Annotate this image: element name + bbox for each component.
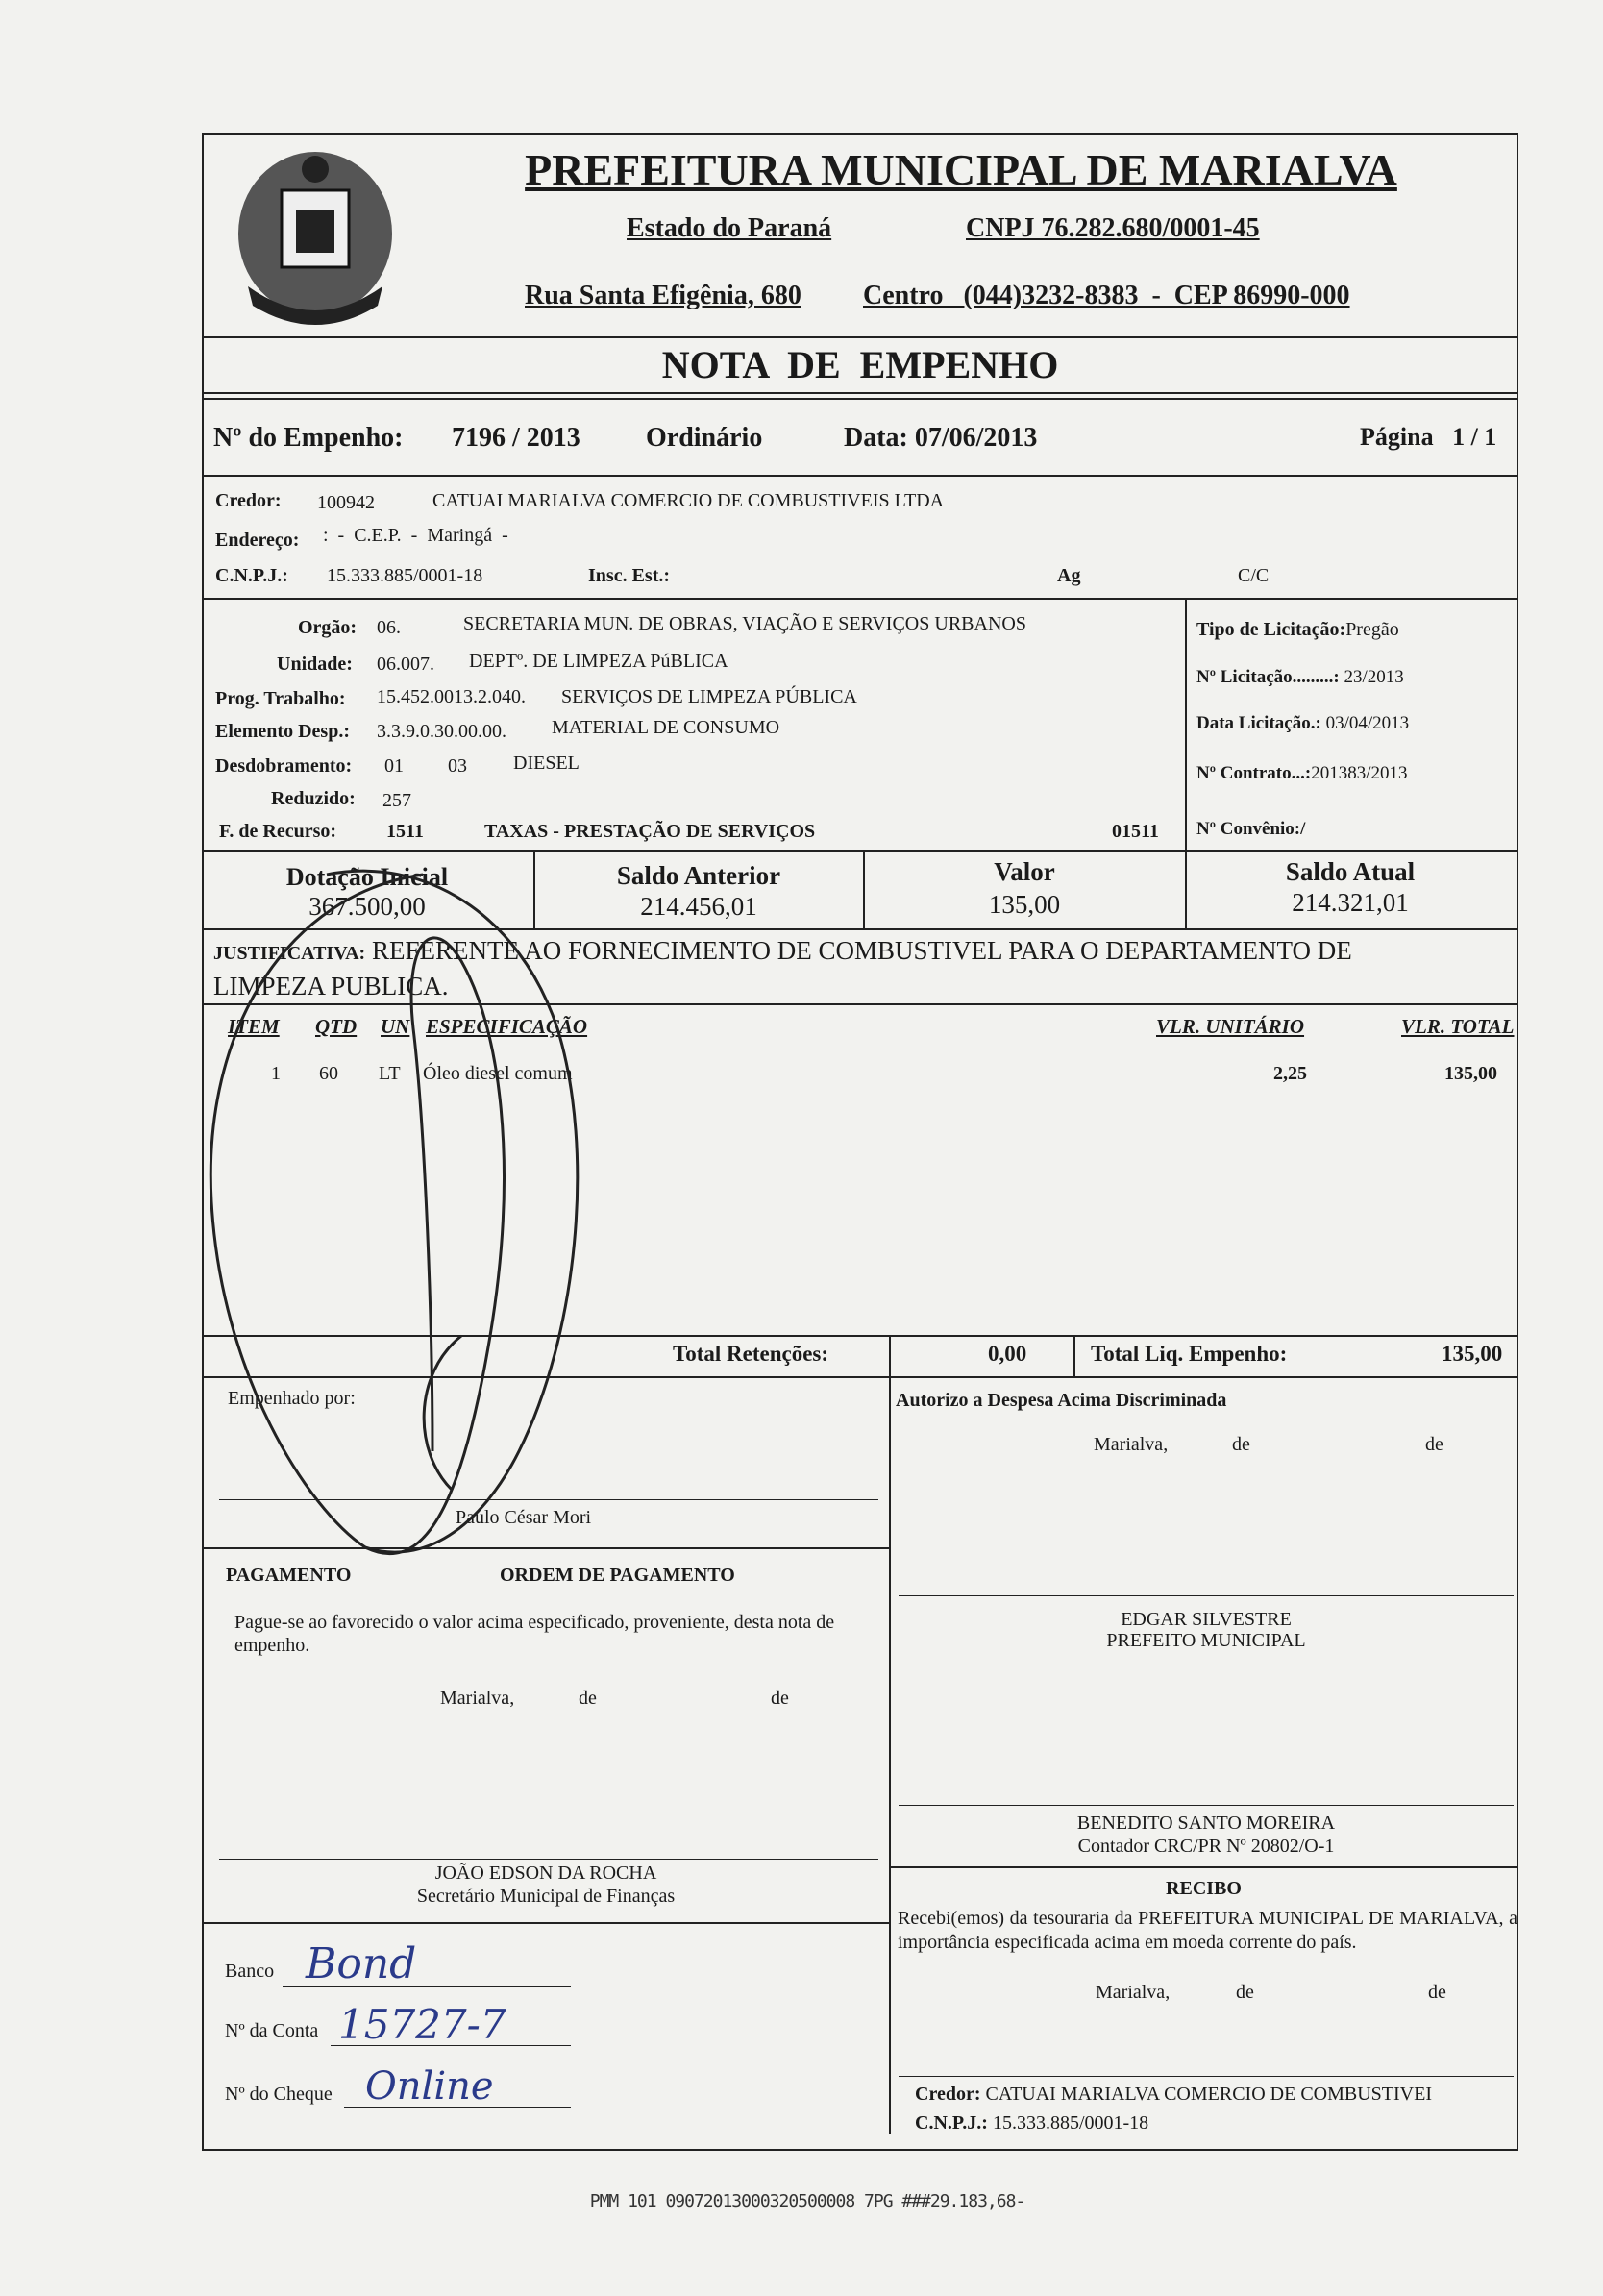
- valor-label: Valor: [994, 857, 1055, 886]
- banco-label: Banco: [225, 1961, 275, 1982]
- autorizo-de1: de: [1232, 1434, 1250, 1455]
- ag-label: Ag: [1057, 565, 1081, 586]
- empenho-number-label: Nº do Empenho:: [213, 423, 404, 453]
- recibo-de2: de: [1428, 1982, 1446, 2003]
- signature-line: [219, 1859, 878, 1860]
- recibo-credor: [915, 2084, 1516, 2106]
- justificativa-line1: REFERENTE AO FORNECIMENTO DE COMBUSTIVEL PARA O DEPARTAMENTO DE: [371, 936, 1352, 965]
- dotacao-label: Dotação Inicial: [285, 863, 449, 891]
- empenhado-name: Paulo César Mori: [456, 1507, 592, 1528]
- desdobramento-a: 01: [384, 755, 404, 777]
- recibo-title: RECIBO: [1166, 1878, 1242, 1899]
- row-un: LT: [379, 1063, 401, 1084]
- prefeito-role: PREFEITO MUNICIPAL: [1106, 1630, 1306, 1651]
- empenho-type: Ordinário: [646, 423, 763, 453]
- divider: [1185, 598, 1187, 851]
- financas-signer-role: Secretário Municipal de Finanças: [416, 1886, 676, 1907]
- recibo-cnpj-label: C.N.P.J.:: [915, 2112, 988, 2134]
- divider: [889, 1376, 891, 2134]
- prog-trabalho-code: 15.452.0013.2.040.: [377, 686, 526, 707]
- address-rest: Centro (044)3232-8383 - CEP 86990-000: [863, 281, 1350, 310]
- row-vlr-unit: 2,25: [1273, 1063, 1307, 1084]
- justificativa-label: JUSTIFICATIVA:: [213, 943, 366, 964]
- endereco-value: : - C.E.P. - Maringá -: [323, 525, 508, 546]
- recurso-code: 1511: [386, 821, 424, 842]
- elemento-label: Elemento Desp.:: [215, 721, 350, 742]
- insc-est-label: Insc. Est.:: [588, 565, 671, 586]
- contador-role: Contador CRC/PR Nº 20802/O-1: [1077, 1836, 1335, 1857]
- total-liquido-label: Total Liq. Empenho:: [1091, 1342, 1288, 1366]
- recibo-credor-label: Credor:: [915, 2084, 981, 2105]
- col-item-header: ITEM: [228, 1015, 280, 1038]
- conta-handwriting: 15727-7: [338, 2001, 506, 2048]
- elemento-code: 3.3.9.0.30.00.00.: [377, 721, 506, 742]
- justificativa-line2: LIMPEZA PUBLICA.: [213, 972, 449, 1000]
- licitacao-number-label: Nº Licitação.........:: [1196, 667, 1340, 687]
- total-retencoes-value: 0,00: [988, 1342, 1027, 1366]
- row-vlr-total: 135,00: [1444, 1063, 1497, 1084]
- desdobramento-b: 03: [448, 755, 467, 777]
- autorizo-label: Autorizo a Despesa Acima Discriminada: [896, 1390, 1227, 1411]
- orgao-code: 06.: [377, 617, 401, 638]
- unidade-label: Unidade:: [277, 654, 353, 675]
- licitacao-date-value: 03/04/2013: [1325, 713, 1410, 733]
- contrato-value: 201383/2013: [1311, 763, 1408, 783]
- recibo-text: Recebi(emos) da tesouraria da PREFEITURA MUNICIPAL DE MARIALVA, a importância especificada acima em moeda corrente do país.: [898, 1908, 1517, 1953]
- empenho-number-value: 7196 / 2013: [452, 423, 580, 453]
- banco-handwriting: Bond: [306, 1939, 417, 1988]
- contrato-number: [1196, 763, 1407, 784]
- ordem-pagamento-label: ORDEM DE PAGAMENTO: [500, 1565, 735, 1586]
- recibo-place: Marialva,: [1096, 1982, 1171, 2003]
- divider: [202, 598, 1518, 600]
- licitacao-number: [1196, 667, 1404, 688]
- recurso-code2: 01511: [1112, 821, 1159, 842]
- recibo-cnpj: [915, 2112, 1148, 2135]
- credor-code: 100942: [317, 492, 375, 513]
- col-vlr-unit-header: VLR. UNITÁRIO: [1156, 1015, 1305, 1038]
- tipo-licitacao-label: [1196, 619, 1399, 641]
- recibo-de1: de: [1236, 1982, 1254, 2003]
- divider: [202, 1922, 889, 1924]
- recibo-cnpj-value: 15.333.885/0001-18: [992, 2112, 1149, 2134]
- handwritten-signature: [173, 836, 673, 1567]
- autorizo-de2: de: [1425, 1434, 1443, 1455]
- saldo-atual-label: Saldo Atual: [1285, 857, 1416, 886]
- divider: [889, 1866, 1518, 1868]
- prog-trabalho-name: SERVIÇOS DE LIMPEZA PÚBLICA: [561, 686, 857, 707]
- desdobramento-name: DIESEL: [513, 753, 580, 774]
- divider: [202, 475, 1518, 477]
- col-spec-header: ESPECIFICAÇÃO: [426, 1015, 588, 1038]
- tipo-licitacao-value: Pregão: [1345, 619, 1399, 640]
- municipal-crest-logo: [229, 142, 402, 334]
- contador-signature-line: [899, 1805, 1514, 1806]
- prefeitura-title: PREFEITURA MUNICIPAL DE MARIALVA: [525, 145, 1397, 194]
- divider: [202, 398, 1518, 400]
- financas-signer-name: JOÃO EDSON DA ROCHA: [434, 1863, 657, 1884]
- saldo-anterior-value: 214.456,01: [640, 892, 757, 921]
- recurso-name: TAXAS - PRESTAÇÃO DE SERVIÇOS: [484, 821, 816, 842]
- col-un-header: UN: [381, 1015, 410, 1038]
- convenio-label: Nº Convênio:/: [1196, 819, 1306, 839]
- pagamento-text: Pague-se ao favorecido o valor acima especificado, proveniente, desta nota de empenho.: [234, 1612, 835, 1656]
- conta-label: Nº da Conta: [225, 2020, 319, 2041]
- cheque-label: Nº do Cheque: [225, 2084, 333, 2105]
- document-title: NOTA DE EMPENHO: [661, 343, 1059, 386]
- reduzido-value: 257: [382, 790, 411, 811]
- licitacao-date-label: Data Licitação.:: [1196, 713, 1321, 733]
- prefeito-signature-line: [899, 1595, 1514, 1596]
- page-number: Página 1 / 1: [1360, 423, 1497, 451]
- prog-trabalho-label: Prog. Trabalho:: [215, 688, 346, 709]
- saldo-atual-value: 214.321,01: [1292, 888, 1409, 917]
- desdobramento-label: Desdobramento:: [215, 755, 353, 777]
- empenho-date: Data: 07/06/2013: [844, 423, 1038, 453]
- recurso-label: F. de Recurso:: [219, 821, 337, 842]
- divider: [202, 336, 1518, 338]
- orgao-label: Orgão:: [298, 617, 358, 638]
- pagamento-label: PAGAMENTO: [226, 1565, 352, 1586]
- state-name: Estado do Paraná: [627, 213, 832, 243]
- divider: [202, 392, 1518, 394]
- dotacao-value: 367.500,00: [308, 892, 426, 921]
- col-vlr-total-header: VLR. TOTAL: [1401, 1015, 1515, 1038]
- unidade-name: DEPTº. DE LIMPEZA PúBLICA: [469, 651, 728, 672]
- contador-name: BENEDITO SANTO MOREIRA: [1076, 1813, 1336, 1834]
- footer-code: PMM 101 09072013000320500008 7PG ###29.183,68-: [589, 2191, 1025, 2211]
- recibo-credor-value: CATUAI MARIALVA COMERCIO DE COMBUSTIVEI: [985, 2084, 1432, 2105]
- total-retencoes-label: Total Retenções:: [673, 1342, 829, 1366]
- row-spec: Óleo diesel comum: [423, 1063, 573, 1084]
- contrato-label: Nº Contrato...:: [1196, 763, 1312, 783]
- elemento-name: MATERIAL DE CONSUMO: [552, 717, 780, 738]
- credor-cnpj-value: 15.333.885/0001-18: [327, 565, 483, 586]
- autorizo-place: Marialva,: [1094, 1434, 1169, 1455]
- col-qtd-header: QTD: [315, 1015, 358, 1038]
- credor-label: Credor:: [215, 490, 282, 511]
- total-liquido-value: 135,00: [1442, 1342, 1503, 1366]
- credor-cnpj-label: C.N.P.J.:: [215, 565, 288, 586]
- row-item: 1: [271, 1063, 281, 1084]
- tipo-licitacao-text: Tipo de Licitação:: [1196, 619, 1346, 640]
- prefeitura-cnpj: CNPJ 76.282.680/0001-45: [966, 213, 1260, 243]
- cheque-handwriting: Online: [365, 2064, 494, 2109]
- empenhado-label: Empenhado por:: [228, 1388, 356, 1409]
- row-qtd: 60: [319, 1063, 338, 1084]
- pagamento-place: Marialva,: [440, 1688, 515, 1709]
- orgao-name: SECRETARIA MUN. DE OBRAS, VIAÇÃO E SERVIÇOS URBANOS: [463, 613, 1026, 634]
- address-street: Rua Santa Efigênia, 680: [525, 281, 802, 310]
- divider: [1073, 1335, 1075, 1377]
- endereco-label: Endereço:: [215, 530, 300, 551]
- unidade-code: 06.007.: [377, 654, 434, 675]
- pagamento-de1: de: [579, 1688, 597, 1709]
- prefeito-name: EDGAR SILVESTRE: [1121, 1609, 1292, 1630]
- licitacao-number-value: 23/2013: [1344, 667, 1404, 687]
- divider: [889, 1335, 891, 1377]
- cc-label: C/C: [1238, 565, 1270, 586]
- licitacao-date: [1196, 713, 1409, 734]
- reduzido-label: Reduzido:: [271, 788, 356, 809]
- credor-name: CATUAI MARIALVA COMERCIO DE COMBUSTIVEIS LTDA: [432, 490, 945, 511]
- recibo-signature-line: [899, 2076, 1514, 2077]
- saldo-anterior-label: Saldo Anterior: [616, 861, 781, 890]
- pagamento-de2: de: [771, 1688, 789, 1709]
- valor-value: 135,00: [988, 890, 1061, 919]
